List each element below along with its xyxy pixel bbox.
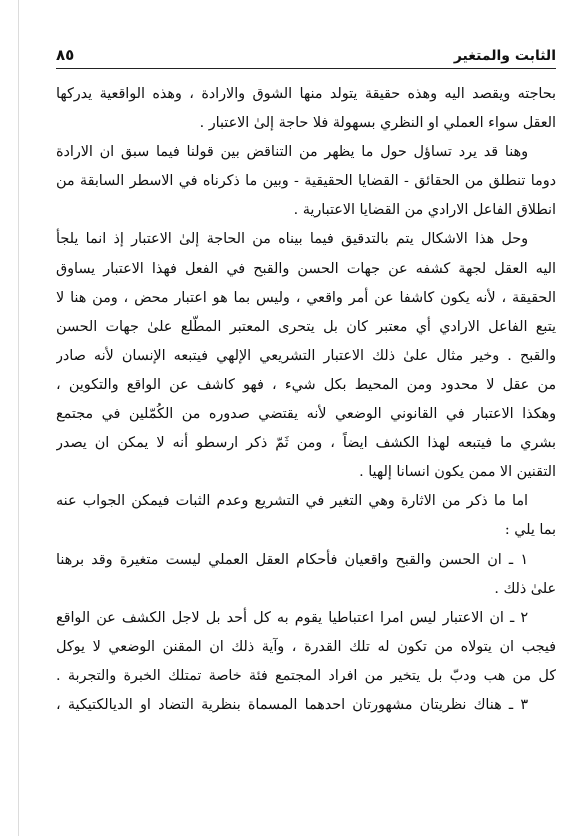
text-line: دوما تنطلق من الحقائق - القضايا الحقيقية - وبين ما ذكرناه في الاسطر السابقة من [56,173,556,190]
text-line: ١ ـ ان الحسن والقبح واقعيان فأحكام العقل العملي ليست متغيرة وقد برهنا [56,551,528,568]
text-line: والقبح . وخير مثال علىٰ ذلك الاعتبار التشريعي الإلهي فيتبعه الإنسان لأنه صادر [56,347,556,364]
running-title: الثابت والمتغير [453,48,556,64]
text-line: وحل هذا الاشكال يتم بالتدقيق فيما بيناه من الحاجة إلىٰ الاعتبار إذ انما يلجأ [56,231,528,248]
text-line: وهكذا الاعتبار في القانوني الوضعي لأنه يقتضي صدوره من الكُمّلين في مجتمع [56,406,556,423]
page-number: ٨٥ [56,46,75,64]
text-line: علىٰ ذلك . [494,580,556,597]
text-line: اما ما ذكر من الاثارة وهي التغير في التشريع وعدم الثبات فيمكن الجواب عنه [56,493,528,510]
text-line: بشري ما فيتبعه لهذا الكشف ايضاً ، ومن ثَمّ ذكر ارسطو أنه لا يمكن ان يصدر [56,435,556,452]
text-line: التقنين الا ممن يكون انسانا إلهيا . [359,464,556,481]
text-line: ٢ ـ ان الاعتبار ليس امرا اعتباطيا يقوم به كل أحد بل لاجل الكشف عن الواقع [56,609,528,626]
text-line: كل من هب ودبّ بل يتخير من افراد المجتمع فئة خاصة تمتلك الخبرة والتجربة . [56,667,556,684]
text-line: فيجب ان يتولاه من تكون له تلك القدرة ، وآية ذلك ان المقنن الوضعي لا يوكل [56,638,556,655]
text-line: من عقل لا محدود ومن المحيط بكل شيء ، فهو كاشف عن الواقع والتكوين ، [56,376,556,393]
page-header [56,38,556,69]
text-line: وهنا قد يرد تساؤل حول ما يظهر من التناقض بين قولنا فيما سبق ان الارادة [56,144,528,161]
text-line: ٣ ـ هناك نظريتان مشهورتان احدهما المسماة بنظرية التضاد او الديالكتيكية ، [56,696,528,713]
text-line: يتبع الفاعل الارادي أي معتبر كان بل يتحرى المعتبر المطّلع علىٰ جهات الحسن [56,318,556,335]
text-line: انطلاق الفاعل الارادي من القضايا الاعتبارية . [293,202,556,219]
text-line: الحقيقة ، لأنه يكون كاشفا عن أمر واقعي ، وليس بما هو اعتبار محض ، ومن هنا لا [56,289,556,306]
text-line: اليه العقل لجهة كشفه عن جهات الحسن والقبح في الفعل فهذا الاعتبار يساوق [56,260,556,277]
text-line: العقل سواء العملي او النظري بسهولة فلا حاجة إلىٰ الاعتبار . [199,115,556,132]
text-line: بما يلي : [504,522,556,539]
page-body [56,80,556,720]
page-edge [18,0,19,836]
text-line: بحاجته ويقصد اليه وهذه حقيقة يتولد منها الشوق والارادة ، وهذه الواقعية يدركها [56,86,556,102]
